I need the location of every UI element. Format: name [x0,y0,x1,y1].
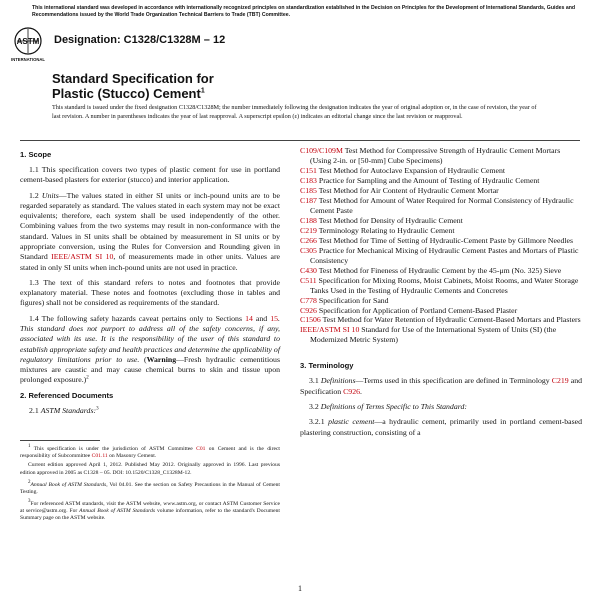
link-section-15[interactable]: 15 [270,313,279,323]
para-1-1: 1.1 This specification covers two types of plastic cement for use in portland cement-based plasters for exterior (stucco) and interior application. [20,165,280,185]
referenced-standards-list [300,146,582,345]
ref-item: C778 Specification for Sand [300,295,389,305]
page-title [52,72,214,102]
page-number: 1 [298,584,302,593]
link-c219[interactable]: C219 [551,376,569,386]
ref-link[interactable]: C266 [300,235,317,245]
ref-item: C183 Practice for Sampling and the Amount of Testing of Hydraulic Cement [300,175,540,185]
ref-item: C188 Test Method for Density of Hydraulic Cement [300,215,463,225]
referenced-docs-heading: 2. Referenced Documents [20,390,114,400]
ref-item: C511 Specification for Mixing Rooms, Moist Cabinets, Moist Rooms, and Water Storage Tanks Used in the Testing of Hydraulic Cements and Concretes [300,275,579,295]
ref-link[interactable]: C926 [300,305,317,315]
ref-item: IEEE/ASTM SI 10 Standard for Use of the International System of Units (SI) (the Modernized Metric System) [300,325,557,345]
para-1-4: 1.4 The following safety hazards caveat pertains only to Sections 14 and 15. This standard does not purport to address all of the safety concerns, if any, associated with its use. It is the responsibility of the user of this standard to establish appropriate safety and health practices and determine the applicability of regulatory limitations prior to use. (Warning—Fresh hydraulic cementitious mixtures are caustic and may cause chemical burns to skin and tissue upon prolonged exposure.)$^2$ [20,313,281,385]
ref-item: C185 Test Method for Air Content of Hydraulic Cement Mortar [300,185,499,195]
ref-item: C266 Test Method for Time of Setting of Hydraulic-Cement Paste by Gillmore Needles [300,235,574,245]
ref-link[interactable]: C778 [300,295,317,305]
issued-note: This standard is issued under the fixed designation C1328/C1328M; the number immediately following the designation indicates the year of original adoption or, in the case of revision, the year of last revision. A number in parentheses indicates the year of last reapproval. A superscript epsilon (ε) indicates an editorial change since the last revision or reapproval. [52,104,537,120]
footnote-current-edition: Current edition approved April 1, 2012. Published May 2012. Originally approved in 1996. Last previous edition approved in 2005 as C1328 – 05. DOI: 10.1520/C1328_C1328M-12. [20,462,280,477]
footnote-1: 1 This specification is under the jurisdiction of ASTM Committee C01 on Cement and is the direct responsibility of Subcommittee C01.11 on Masonry Cement. [20,443,280,459]
ref-link[interactable]: C183 [300,175,317,185]
ref-link[interactable]: C511 [300,275,317,285]
ref-item: C219 Terminology Relating to Hydraulic Cement [300,225,455,235]
header-divider [20,140,580,141]
footnote-2: 2Annual Book of ASTM Standards, Vol 04.01. See the section on Safety Precautions in the Manual of Cement Testing. [20,479,280,495]
ref-item: C430 Test Method for Fineness of Hydraulic Cement by the 45-μm (No. 325) Sieve [300,265,562,275]
logo-subtext: INTERNATIONAL [11,57,45,62]
para-3-2-1: 3.2.1 plastic cement—a hydraulic cement, primarily used in portland cement-based plastering construction, consisting of a [300,417,582,437]
para-1-2: 1.2 Units—The values stated in either SI units or inch-pound units are to be regarded separately as standard. The values stated in each system may not be exact equivalents; therefore, each system shall be used independently of the other. Combining values from the two systems may result in non-conformance with the standard. Values in SI units shall be obtained by measurement in SI units or by appropriate conversion, using the Rules for Conversion and Rounding given in Standard IEEE/ASTM SI 10, of measurements made in other units. Values are stated in only SI units when inch-pound units are not used in practice. [20,190,281,272]
link-c926[interactable]: C926 [343,386,360,396]
ref-item: C926 Specification for Application of Portland Cement-Based Plaster [300,305,518,315]
link-c0111[interactable]: C01.11 [91,452,108,459]
footnote-3: 3For referenced ASTM standards, visit the ASTM website, www.astm.org, or contact ASTM Customer Service at service@astm.org. For Annual Book of ASTM Standards volume information, refer to the standard's Document Summary page on the ASTM website. [20,498,280,522]
ref-link[interactable]: C151 [300,165,317,175]
para-3-1: 3.1 Definitions—Terms used in this specification are defined in Terminology C219 and Specification C926. [300,376,583,396]
ref-link[interactable]: C1506 [300,315,321,325]
ref-link[interactable]: C305 [300,245,317,255]
title-line-2: Plastic (Stucco) Cement [52,85,201,101]
ref-item: C109/C109M Test Method for Compressive Strength of Hydraulic Cement Mortars (Using 2-in. or [50-mm] Cube Specimens) [300,146,561,165]
scope-heading: 1. Scope [20,150,52,159]
ref-link[interactable]: C109/C109M [300,146,343,155]
title-footnote-ref[interactable]: 1 [200,87,205,95]
ref-link[interactable]: C187 [300,195,317,205]
right-column [300,146,582,443]
terminology-heading: 3. Terminology [300,361,354,371]
title-line-1: Standard Specification for [52,71,214,86]
ref-link[interactable]: IEEE/ASTM SI 10 [300,325,360,335]
link-c01[interactable]: C01 [196,445,206,452]
astm-logo [8,24,48,64]
ref-item: C187 Test Method for Amount of Water Required for Normal Consistency of Hydraulic Cement Paste [300,195,574,215]
ref-link[interactable]: C430 [300,265,317,275]
link-si10[interactable]: IEEE/ASTM SI 10 [51,252,114,262]
left-column [20,146,280,525]
ref-link[interactable]: C185 [300,185,317,195]
footnote-divider [20,440,100,441]
link-section-14[interactable]: 14 [245,313,253,323]
para-1-3: 1.3 The text of this standard refers to notes and footnotes that provide explanatory material. These notes and footnotes (excluding those in tables and figures) shall not be considered as requirements of the standard. [20,277,280,308]
para-3-2: 3.2 Definitions of Terms Specific to This Standard: [309,401,467,411]
ref-link[interactable]: C219 [300,225,317,235]
ref-item: C305 Practice for Mechanical Mixing of Hydraulic Cement Pastes and Mortars of Plastic Consistency [300,245,579,265]
para-2-1: 2.1 ASTM Standards:$^3$ [29,405,99,415]
ref-link[interactable]: C188 [300,215,317,225]
logo-text: ASTM [16,37,40,46]
ref-item: C151 Test Method for Autoclave Expansion of Hydraulic Cement [300,165,506,175]
ref-item: C1506 Test Method for Water Retention of Hydraulic Cement-Based Mortars and Plasters [300,315,581,325]
designation: Designation: C1328/C1328M – 12 [54,34,226,46]
top-notice: This international standard was developed in accordance with internationally recognized principles on standardization established in the Decision on Principles for the Development of International Standards, Guides and Recommendations issued by the World Trade Organization Technical Barriers to Trade (TBT) Committee. [32,5,576,18]
